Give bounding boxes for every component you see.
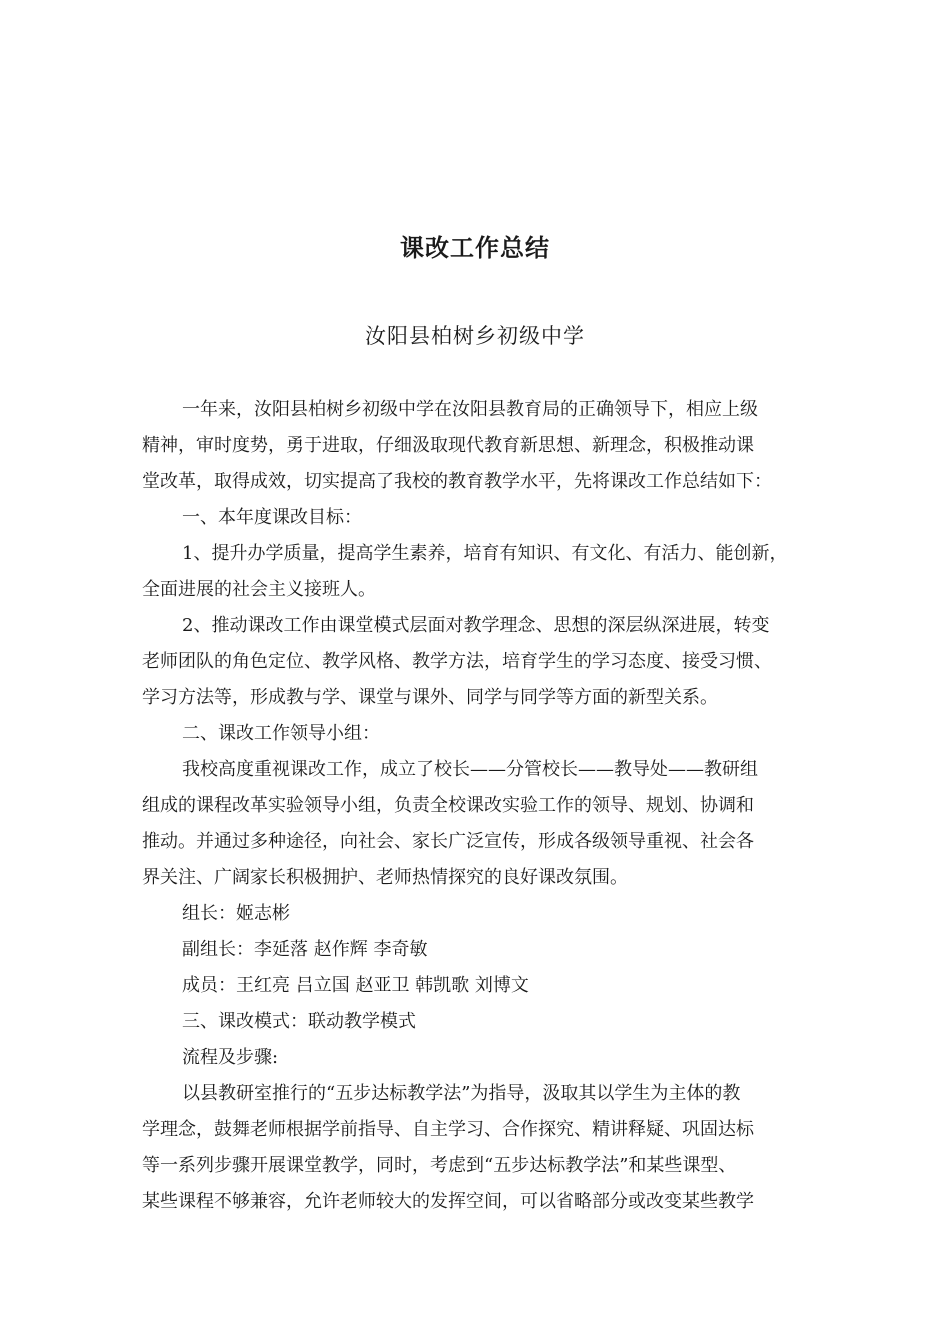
members-line: 成员：王红亮 吕立国 赵亚卫 韩凯歌 刘博文 — [182, 975, 529, 996]
paragraph-line: 我校高度重视课改工作，成立了校长——分管校长——教导处——教研组 — [182, 759, 758, 780]
section-heading: 三、课改模式：联动教学模式 — [182, 1011, 416, 1032]
paragraph-line: 学习方法等，形成教与学、课堂与课外、同学与同学等方面的新型关系。 — [142, 687, 718, 708]
paragraph-line: 学理念，鼓舞老师根据学前指导、自主学习、合作探究、精讲释疑、巩固达标 — [142, 1119, 754, 1140]
document-subtitle: 汝阳县柏树乡初级中学 — [365, 324, 585, 348]
paragraph-line: 推动。并通过多种途径，向社会、家长广泛宣传，形成各级领导重视、社会各 — [142, 831, 754, 852]
paragraph-line: 2、推动课改工作由课堂模式层面对教学理念、思想的深层纵深进展，转变 — [182, 615, 770, 636]
section-heading: 一、本年度课改目标： — [182, 507, 362, 528]
team-leader-line: 组长：姬志彬 — [182, 903, 290, 924]
paragraph-line: 以县教研室推行的“五步达标教学法”为指导，汲取其以学生为主体的教 — [182, 1083, 741, 1104]
paragraph-line: 1、提升办学质量，提高学生素养，培育有知识、有文化、有活力、能创新， — [182, 543, 788, 564]
paragraph-line: 某些课程不够兼容，允许老师较大的发挥空间，可以省略部分或改变某些教学 — [142, 1191, 754, 1212]
paragraph-line: 老师团队的角色定位、教学风格、教学方法，培育学生的学习态度、接受习惯、 — [142, 651, 772, 672]
section-heading: 二、课改工作领导小组： — [182, 723, 380, 744]
paragraph-line: 精神，审时度势，勇于进取，仔细汲取现代教育新思想、新理念，积极推动课 — [142, 435, 754, 456]
paragraph-line: 界关注、广阔家长积极拥护、老师热情探究的良好课改氛围。 — [142, 867, 628, 888]
document-title: 课改工作总结 — [400, 233, 550, 262]
paragraph-line: 全面进展的社会主义接班人。 — [142, 579, 376, 600]
document-body — [142, 392, 810, 1220]
subsection-heading: 流程及步骤: — [182, 1047, 279, 1068]
paragraph-line: 组成的课程改革实验领导小组，负责全校课改实验工作的领导、规划、协调和 — [142, 795, 754, 816]
paragraph-line: 一年来，汝阳县柏树乡初级中学在汝阳县教育局的正确领导下，相应上级 — [182, 399, 758, 420]
paragraph-line: 堂改革，取得成效，切实提高了我校的教育教学水平，先将课改工作总结如下： — [142, 471, 772, 492]
deputy-leaders-line: 副组长：李延落 赵作辉 李奇敏 — [182, 939, 428, 960]
paragraph-line: 等一系列步骤开展课堂教学，同时，考虑到“五步达标教学法”和某些课型、 — [142, 1155, 737, 1176]
